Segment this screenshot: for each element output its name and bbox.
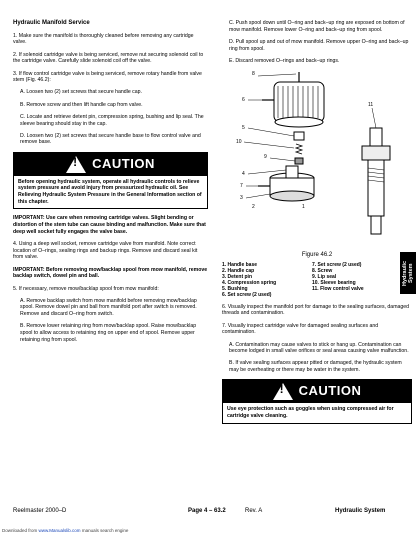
legend-item: 2. Handle cap [222, 267, 255, 274]
important-note-1: IMPORTANT: Use care when removing cartridge valves. Slight bending or distortion of the stem tube can cause binding and malfunction. Make sure that deep well socket fully engages the valve base. [13, 215, 206, 235]
legend-item: 4. Compression spring [222, 279, 277, 286]
callout-4: 4 [242, 171, 245, 178]
step-3d: D. Loosen two (2) set screws that secure handle base to flow control valve and remove base. [20, 132, 201, 146]
step-5e: E. Discard removed O–rings and back–up rings. [229, 57, 340, 64]
page-footer [13, 508, 405, 518]
step-7: 7. Visually inspect cartridge valve for damaged sealing surfaces and contamination. [222, 322, 379, 336]
figure-legend [222, 262, 412, 298]
step-4: 4. Using a deep well socket, remove cartridge valve from manifold. Note correct location of O–rings, sealing rings and backup rings. Remove and discard seal kit from valve. [13, 241, 198, 261]
warning-triangle-icon: ! [273, 383, 293, 400]
step-5a: A. Remove backlap switch from mow manifold before removing mow/backlap spool. Remove dowel pin and ball from manifold port after switch is removed. Remove and discard O–ring from switch. [20, 297, 197, 318]
callout-5: 5 [242, 125, 245, 132]
section-heading: Hydraulic Manifold Service [13, 20, 90, 26]
callout-10: 10 [236, 139, 242, 146]
valve-exploded-figure [222, 70, 412, 250]
step-2: 2. If solenoid cartridge valve is being serviced, remove nut securing solenoid coil to the cartridge valve. Carefully slide solenoid coil off the valve. [13, 51, 204, 65]
step-3c: C. Locate and retrieve detent pin, compression spring, bushing and lip seal. The sleeve bearing should stay in the cap. [20, 113, 204, 127]
right-column [222, 20, 412, 430]
footer-page-number: Page 4 – 63.2 [188, 508, 226, 514]
footer-section: Hydraulic System [335, 508, 386, 514]
step-5b: B. Remove lower retaining ring from mow/backlap spool. Raise mow/backlap spool to allow access to retaining ring on upper end of spool. Remove upper retaining ring from spool. [20, 323, 197, 343]
warning-triangle-icon: ! [66, 156, 86, 173]
figure-caption: Figure 46.2 [301, 252, 333, 259]
callout-11: 11 [368, 102, 374, 109]
callout-3: 3 [240, 195, 243, 202]
flow-control-valve-diagram [222, 70, 412, 250]
caution-text: Before opening hydraulic system, operate all hydraulic controls to relieve system pressure and avoid injury from pressurized hydraulic oil. See Relieving Hydraulic System Pressure in the General Information section of this chapter. [18, 178, 202, 205]
legend-item [312, 292, 402, 298]
left-column [13, 20, 208, 349]
caution-text-2: Use eye protection such as goggles when using compressed air for cartridge valve cleaning. [227, 406, 394, 420]
step-7a: A. Contamination may cause valves to stick or hang up. Contamination can become lodged in small valve orifices or seal areas causing valve malfunction. [229, 341, 409, 355]
callout-7: 7 [240, 183, 243, 190]
section-side-tab: Hydraulic System [400, 252, 416, 294]
legend-item: 6. Set screw (2 used) [222, 291, 272, 298]
footer-model: Reelmaster 2000–D [13, 508, 67, 514]
step-1: 1. Make sure the manifold is thoroughly cleaned before removing any cartridge valve. [13, 32, 194, 46]
step-5: 5. If necessary, remove mow/backlap spool from mow manifold: [13, 285, 159, 292]
legend-item: 3. Detent pin [222, 273, 253, 280]
step-6: 6. Visually inspect the manifold port for damage to the sealing surfaces, damaged threads and contamination. [222, 303, 410, 317]
download-prefix: Downloaded from [2, 528, 38, 533]
caution-banner [14, 153, 207, 176]
callout-2: 2 [252, 204, 255, 211]
step-7b: B. If valve sealing surfaces appear pitted or damaged, the hydraulic system may be overheating or there may be water in the system. [229, 360, 402, 374]
step-3: 3. If flow control cartridge valve is being serviced, remove rotary handle from valve stem (Fig. 46.2): [13, 70, 202, 84]
step-5c: C. Push spool down until O–ring and back–up ring are exposed on bottom of mow manifold. Remove lower O–ring and back–up ring from spool. [229, 20, 405, 33]
legend-item: 7. Set screw (2 used) [312, 261, 362, 268]
callout-8: 8 [252, 71, 255, 78]
caution-box-2 [222, 379, 412, 423]
manualslib-link[interactable]: www.Manualslib.com [38, 528, 81, 533]
callout-1: 1 [302, 204, 305, 211]
legend-item: 9. Lip seal [312, 273, 337, 280]
legend-item: 10. Sleeve bearing [312, 279, 356, 286]
legend-item: 1. Handle base [222, 261, 258, 268]
legend-item: 5. Bushing [222, 285, 248, 292]
step-3b: B. Remove screw and then lift handle cap from valve. [20, 101, 143, 108]
important-note-2: IMPORTANT: Before removing mow/backlap spool from mow manifold, remove backlap switch, dowel pin and ball. [13, 266, 208, 280]
footer-revision: Rev. A [245, 508, 263, 514]
legend-item: 11. Flow control valve [312, 285, 364, 292]
step-5d: D. Pull spool up and out of mow manifold. Remove upper O–ring and back–up ring from spool. [229, 38, 409, 52]
caution-box [13, 152, 208, 210]
caution-label: CAUTION [92, 155, 155, 171]
step-3a: A. Loosen two (2) set screws that secure handle cap. [20, 89, 142, 96]
caution-label-2: CAUTION [298, 383, 362, 399]
callout-9: 9 [264, 154, 267, 161]
download-notice [2, 528, 128, 533]
caution-banner-2 [223, 380, 411, 403]
callout-6: 6 [242, 97, 245, 104]
download-suffix: manuals search engine [81, 528, 129, 533]
legend-item: 8. Screw [312, 267, 333, 274]
